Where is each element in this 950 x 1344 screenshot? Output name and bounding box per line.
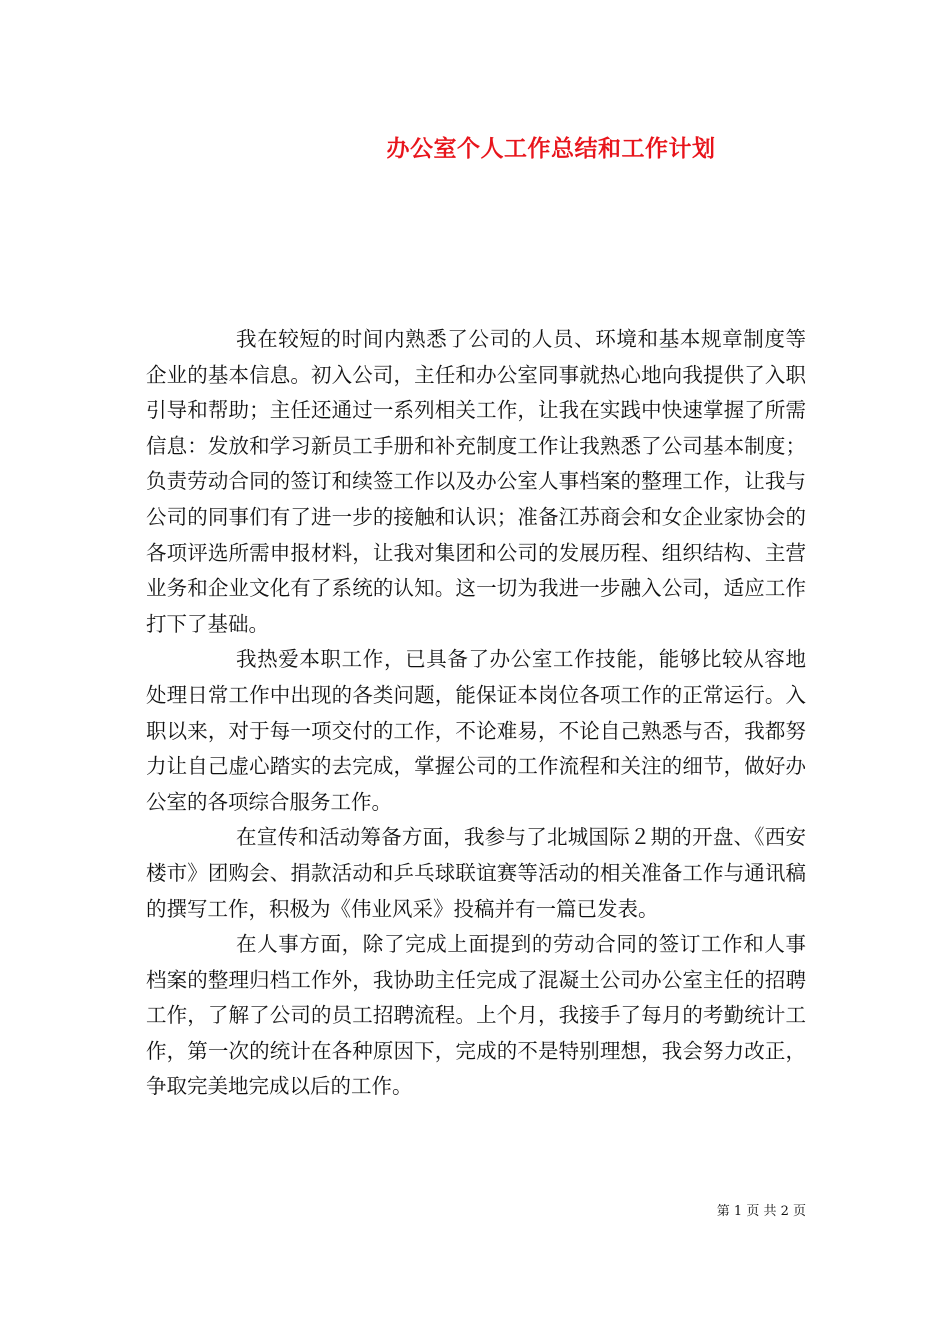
paragraph-job-skills: 我热爱本职工作，已具备了办公室工作技能，能够比较从容地处理日常工作中出现的各类问题，能保证本岗位各项工作的正常运行。入职以来，对于每一项交付的工作，不论难易，不论自己熟悉与否，我都努力让自己虚心踏实的去完成，掌握公司的工作流程和关注的细节，做好办公室的各项综合服务工作。: [146, 647, 806, 814]
paragraph-publicity: 在宣传和活动筹备方面，我参与了北城国际２期的开盘、《西安楼市》团购会、捐款活动和乒乓球联谊赛等活动的相关准备工作与通讯稿的撰写工作，积极为《伟业风采》投稿并有一篇已发表。: [146, 825, 806, 921]
document-body: [146, 322, 806, 1105]
document-title: 办公室个人工作总结和工作计划: [386, 135, 716, 162]
paragraph-personnel: 在人事方面，除了完成上面提到的劳动合同的签订工作和人事档案的整理归档工作外，我协助主任完成了混凝土公司办公室主任的招聘工作，了解了公司的员工招聘流程。上个月，我接手了每月的考勤统计工作，第一次的统计在各种原因下，完成的不是特别理想，我会努力改正，争取完美地完成以后的工作。: [146, 932, 806, 1099]
page-number-footer: 第 1 页 共 2 页: [716, 1204, 806, 1219]
paragraph-onboarding: 我在较短的时间内熟悉了公司的人员、环境和基本规章制度等企业的基本信息。初入公司，主任和办公室同事就热心地向我提供了入职引导和帮助；主任还通过一系列相关工作，让我在实践中快速掌握了所需信息：发放和学习新员工手册和补充制度工作让我熟悉了公司基本制度；负责劳动合同的签订和续签工作以及办公室人事档案的整理工作，让我与公司的同事们有了进一步的接触和认识；准备江苏商会和女企业家协会的各项评选所需申报材料，让我对集团和公司的发展历程、组织结构、主营业务和企业文化有了系统的认知。这一切为我进一步融入公司，适应工作打下了基础。: [146, 327, 806, 636]
